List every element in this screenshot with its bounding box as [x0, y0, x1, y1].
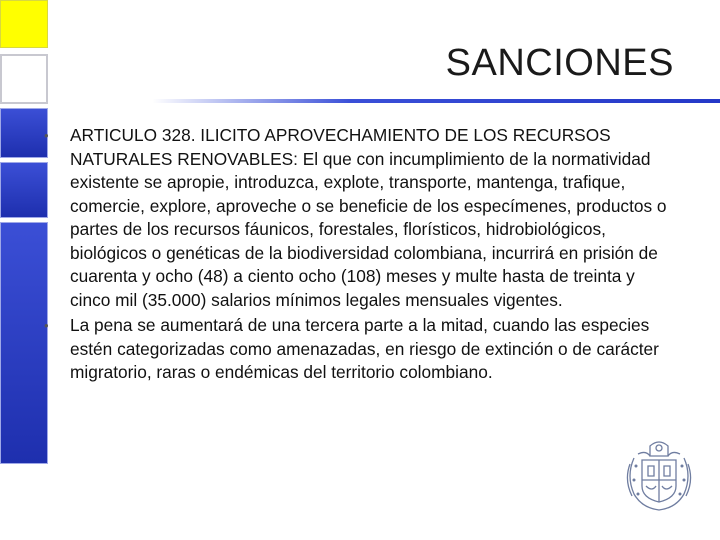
university-crest-icon	[620, 436, 698, 514]
list-item	[44, 314, 674, 385]
bullet-text: ARTICULO 328. ILICITO APROVECHAMIENTO DE LOS RECURSOS NATURALES RENOVABLES: El que con incumplimiento de la normatividad existente se apropie, introduzca, explote, transporte, mantenga, trafique, comercie, explore, aproveche o se beneficie de los especímenes, productos o partes de los recursos fáunicos, forestales, florísticos, hidrobiológicos, biológicos o genéticas de la biodiversidad colombiana, incurrirá en prisión de cuarenta y ocho (48) a ciento ocho (108) meses y multe hasta de treinta y cinco mil (35.000) salarios mínimos legales mensuales vigentes.	[70, 125, 667, 310]
deco-square-blue	[0, 108, 48, 158]
deco-square-yellow	[0, 0, 48, 48]
page-title: SANCIONES	[445, 42, 674, 84]
slide-content	[44, 124, 674, 385]
list-item	[44, 124, 674, 312]
deco-square-white	[0, 54, 48, 104]
bullet-text: La pena se aumentará de una tercera parte a la mitad, cuando las especies estén categorizadas como amenazadas, en riesgo de extinción o de carácter migratorio, raras o endémicas del territorio colombiano.	[70, 315, 659, 382]
deco-square-blue	[0, 162, 48, 218]
bullet-dot: •	[44, 318, 49, 333]
title-underline	[152, 99, 720, 103]
bullet-dot: •	[44, 128, 49, 143]
deco-bar-blue	[0, 222, 48, 464]
